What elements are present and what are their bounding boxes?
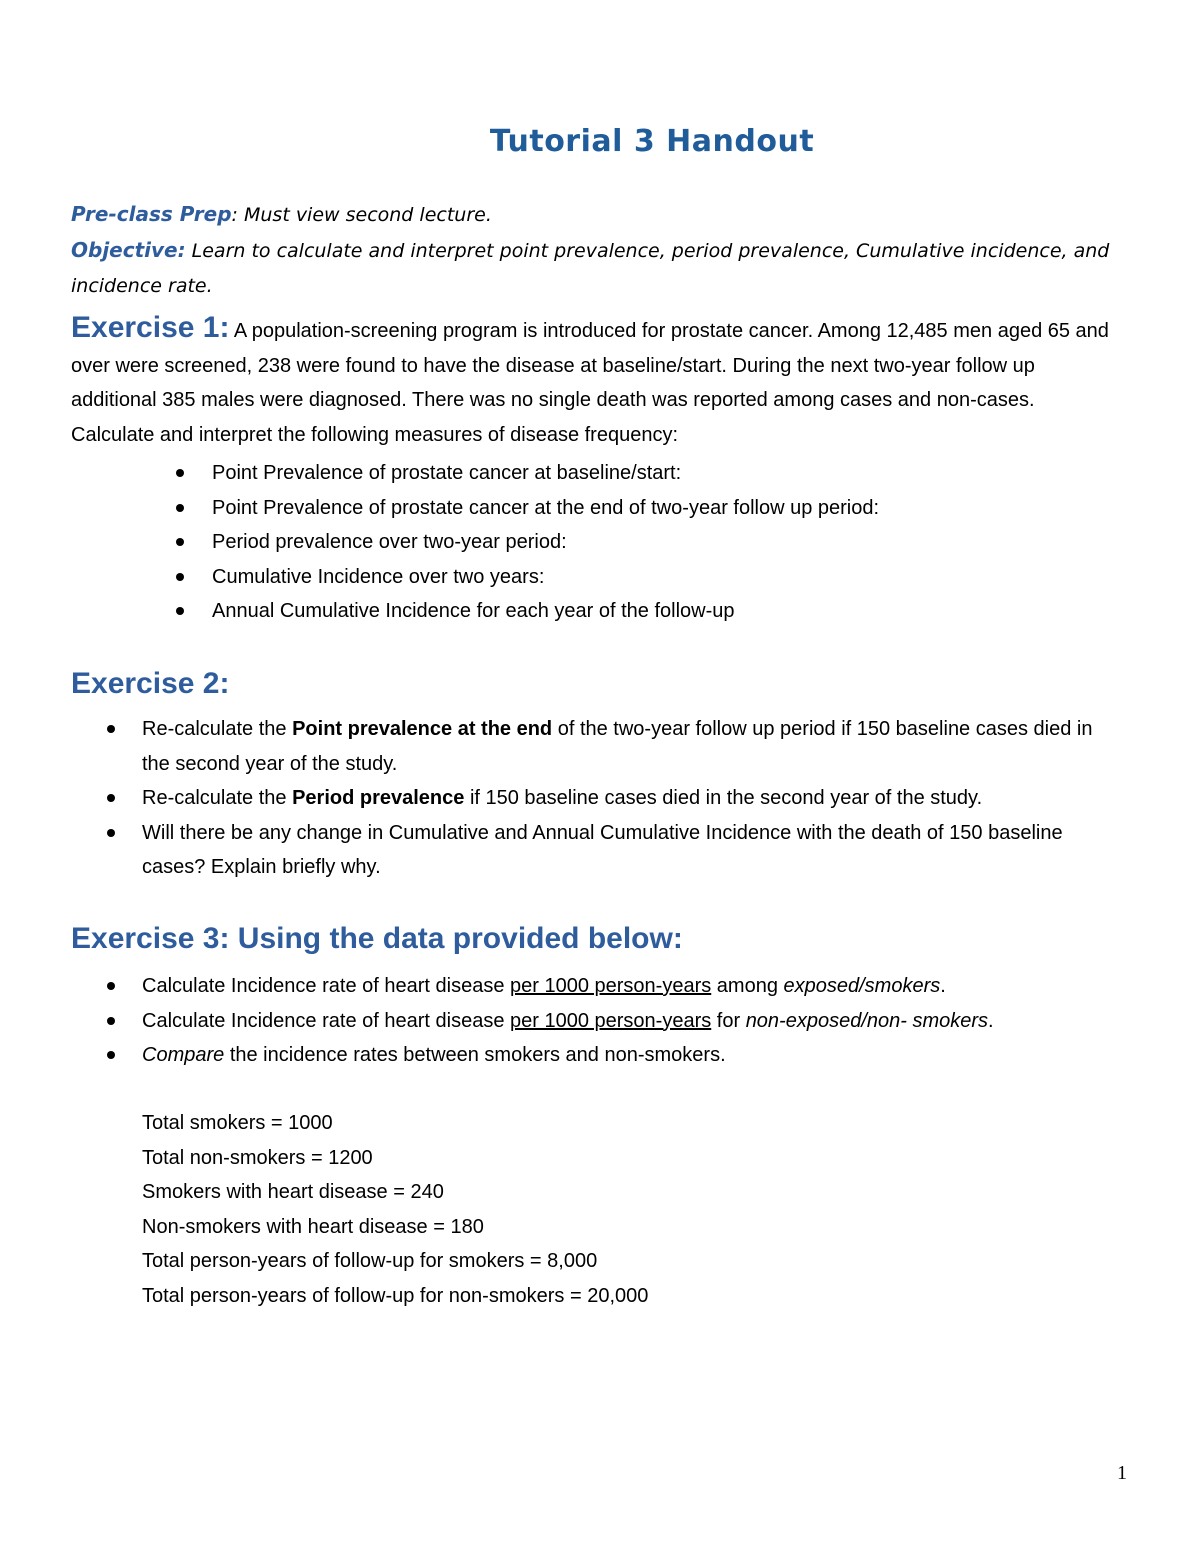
list-item: Will there be any change in Cumulative and Annual Cumulative Incidence with the death of 150 baseline cases? Explain briefly why.	[142, 816, 1102, 885]
bullet-icon	[107, 1051, 115, 1059]
list-item: Point Prevalence of prostate cancer at the end of two-year follow up period:	[212, 491, 1112, 526]
preclass-label: Pre-class Prep	[71, 202, 232, 226]
objective-paragraph	[71, 233, 1111, 303]
exercise3-data	[142, 1106, 1042, 1314]
data-line: Total non-smokers = 1200	[142, 1146, 373, 1169]
list-item: Calculate Incidence rate of heart disease per 1000 person-years among exposed/smokers.	[142, 969, 1102, 1004]
exercise1-text: A population-screening program is introduced for prostate cancer. Among 12,485 men aged 65 and over were screened, 238 were found to have the disease at baseline/start. During the next two-year follow up additional 385 males were diagnosed. There was no single death was reported among cases and non-cases. Calculate and interpret the following measures of disease frequency:	[71, 320, 1109, 446]
list-item: Compare the incidence rates between smokers and non-smokers.	[142, 1038, 1102, 1073]
page-title: Tutorial 3 Handout	[489, 124, 815, 159]
bullet-icon	[107, 982, 115, 990]
preclass-text: Must view second lecture.	[237, 204, 492, 226]
data-line: Smokers with heart disease = 240	[142, 1181, 444, 1204]
bullet-icon	[107, 725, 115, 733]
page-number: 1	[1117, 1462, 1127, 1484]
preclass-line	[71, 197, 1131, 233]
exercise1-list	[212, 456, 1112, 629]
list-item: Cumulative Incidence over two years:	[212, 560, 1112, 595]
bullet-icon	[176, 607, 184, 615]
list-item: Period prevalence over two-year period:	[212, 525, 1112, 560]
bullet-icon	[107, 794, 115, 802]
list-item: Annual Cumulative Incidence for each year of the follow-up	[212, 594, 1112, 629]
objective-label: Objective:	[71, 238, 186, 262]
data-line: Total person-years of follow-up for smokers = 8,000	[142, 1250, 598, 1273]
bullet-icon	[107, 1017, 115, 1025]
bullet-icon	[176, 538, 184, 546]
bullet-icon	[107, 829, 115, 837]
bullet-icon	[176, 469, 184, 477]
list-item: Point Prevalence of prostate cancer at baseline/start:	[212, 456, 1112, 491]
bullet-icon	[176, 504, 184, 512]
data-line: Total person-years of follow-up for non-smokers = 20,000	[142, 1284, 649, 1307]
exercise3-heading: Exercise 3: Using the data provided below:	[71, 922, 683, 955]
list-item: Re-calculate the Period prevalence if 150 baseline cases died in the second year of the study.	[142, 781, 1102, 816]
preclass-colon: :	[231, 204, 238, 226]
list-item: Calculate Incidence rate of heart disease per 1000 person-years for non-exposed/non- smokers.	[142, 1004, 1102, 1039]
exercise2-heading: Exercise 2:	[71, 667, 230, 700]
exercise2-list	[142, 712, 1102, 885]
exercise1-paragraph	[71, 311, 1116, 452]
exercise3-list	[142, 969, 1102, 1073]
bullet-icon	[176, 573, 184, 581]
list-item: Re-calculate the Point prevalence at the end of the two-year follow up period if 150 baseline cases died in the second year of the study.	[142, 712, 1102, 781]
data-line: Non-smokers with heart disease = 180	[142, 1215, 484, 1238]
objective-text: Learn to calculate and interpret point prevalence, period prevalence, Cumulative incidence, and incidence rate.	[71, 240, 1110, 297]
data-line: Total smokers = 1000	[142, 1112, 333, 1134]
exercise1-heading: Exercise 1:	[71, 311, 230, 344]
